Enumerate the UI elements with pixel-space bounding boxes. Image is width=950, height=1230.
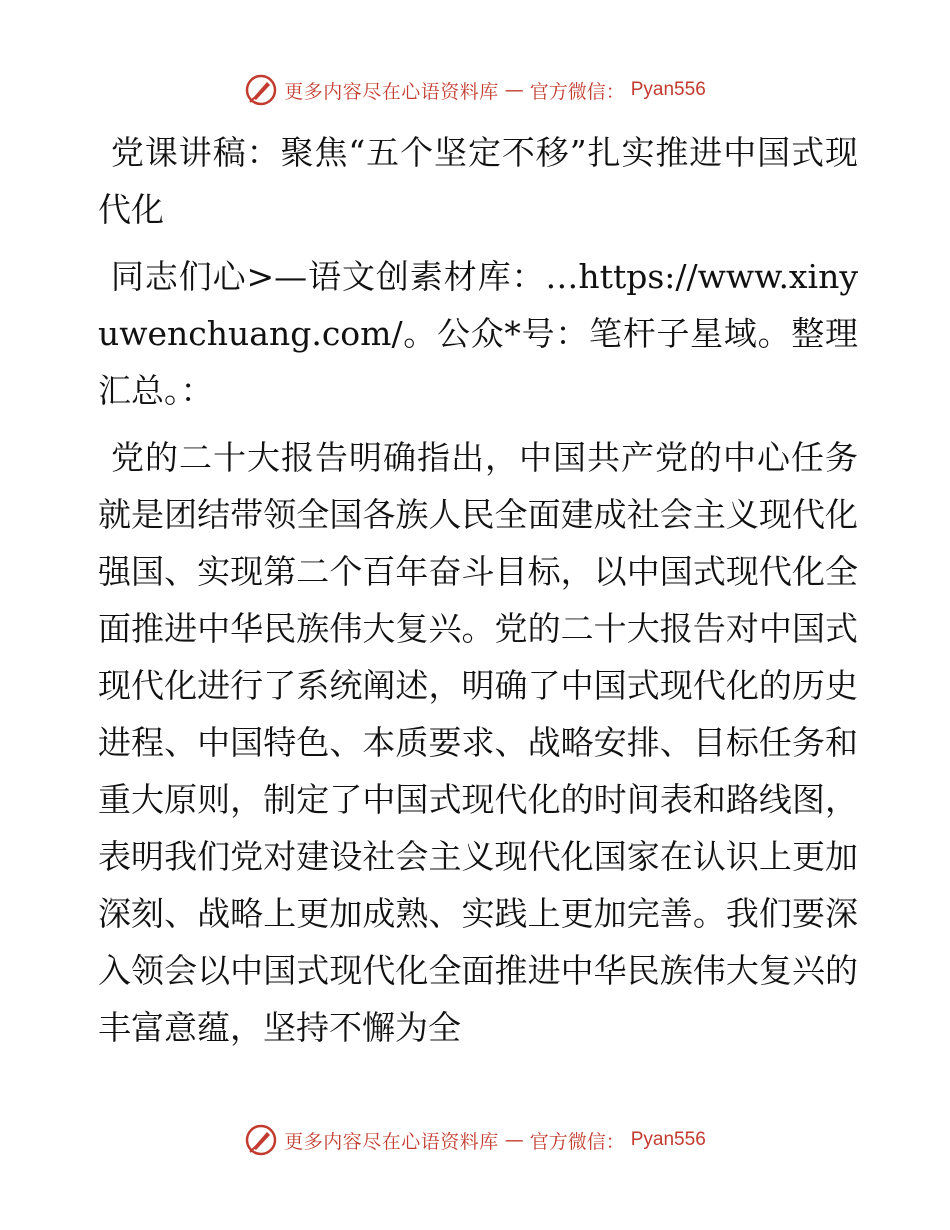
document-source: 同志们心>—语文创素材库：…https://www.xinyuwenchuang.com/。公众*号：笔杆子星域。整理汇总。： <box>98 257 858 410</box>
quill-logo-icon <box>244 73 278 107</box>
document-content <box>98 124 858 1056</box>
document-title-paragraph <box>98 124 858 238</box>
document-title: 党课讲稿：聚焦“五个坚定不移”扎实推进中国式现代化 <box>98 133 858 229</box>
document-body-paragraph <box>98 429 858 1056</box>
header-separator: — <box>504 79 524 101</box>
document-body: 党的二十大报告明确指出，中国共产党的中心任务就是团结带领全国各族人民全面建成社会主义现代化强国、实现第二个百年奋斗目标，以中国式现代化全面推进中华民族伟大复兴。党的二十大报告对中国式现代化进行了系统阐述，明确了中国式现代化的历史进程、中国特色、本质要求、战略安排、目标任务和重大原则，制定了中国式现代化的时间表和路线图，表明我们党对建设社会主义现代化国家在认识上更加深刻、战略上更加成熟、实践上更加完善。我们要深入领会以中国式现代化全面推进中华民族伟大复兴的丰富意蕴，坚持不懈为全 <box>98 438 858 1047</box>
header-brand: 更多内容尽在心语资料库 <box>284 80 499 103</box>
footer-banner <box>0 1120 950 1160</box>
header-banner <box>0 70 950 110</box>
header-official-label: 官方微信： <box>529 80 625 103</box>
header-wechat-id: Pyan556 <box>630 79 706 100</box>
footer-brand: 更多内容尽在心语资料库 <box>284 1130 499 1153</box>
footer-banner-inner <box>244 1123 706 1157</box>
footer-separator: — <box>504 1129 524 1151</box>
footer-wechat-id: Pyan556 <box>630 1129 706 1150</box>
quill-logo-icon <box>244 1123 278 1157</box>
document-source-paragraph <box>98 248 858 419</box>
header-banner-inner <box>244 73 706 107</box>
footer-official-label: 官方微信： <box>529 1130 625 1153</box>
